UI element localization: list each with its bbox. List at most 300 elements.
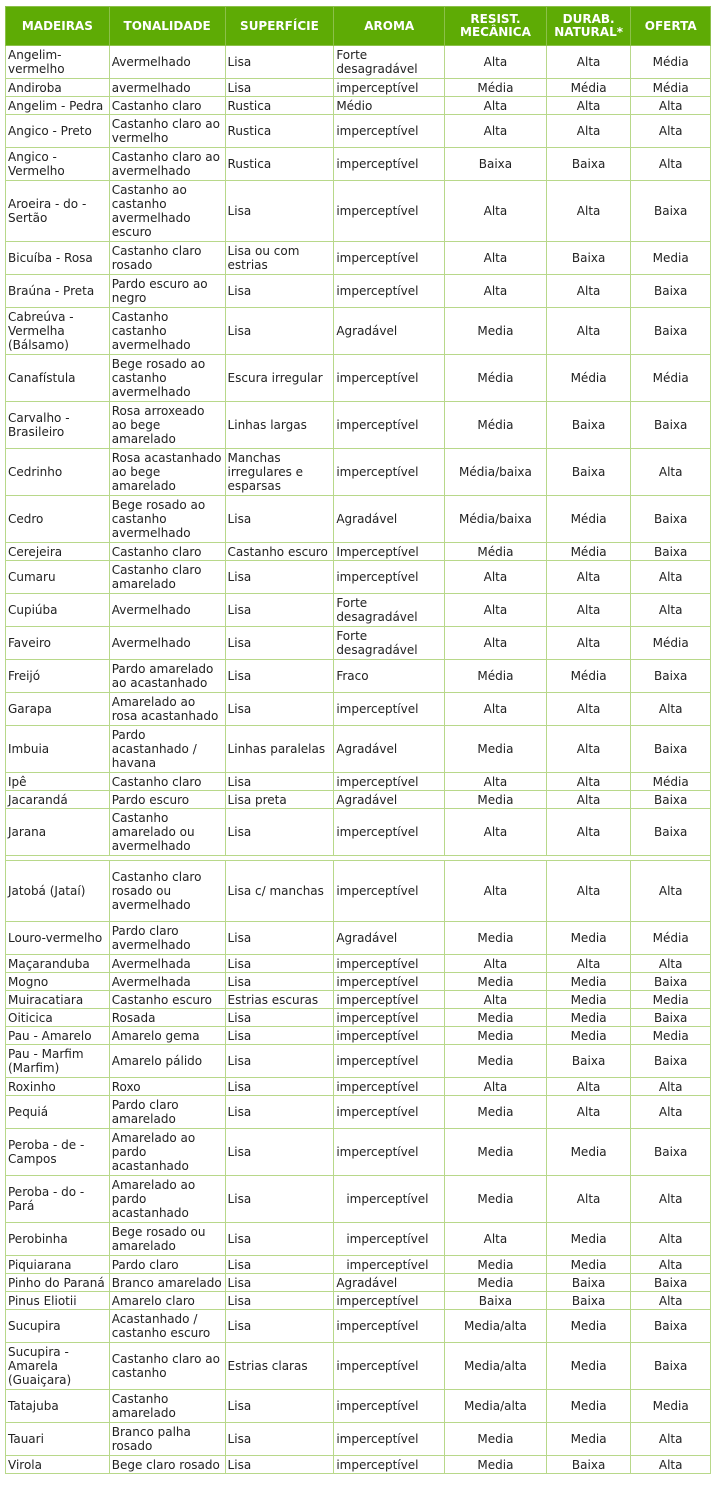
cell-durab: Baixa (546, 148, 631, 181)
cell-resist: Média (445, 543, 547, 561)
cell-tonalidade: Castanho amarelado (109, 1390, 225, 1423)
cell-oferta: Baixa (631, 275, 711, 308)
header-line: MECÂNICA (460, 25, 531, 39)
cell-tonalidade: Amarelo claro (109, 1292, 225, 1310)
cell-oferta: Média (631, 627, 711, 660)
header-superficie: SUPERFÍCIE (225, 7, 334, 46)
cell-oferta: Media (631, 1027, 711, 1045)
cell-oferta: Média (631, 46, 711, 79)
table-row (6, 1423, 711, 1456)
cell-durab: Alta (546, 1176, 631, 1223)
table-row (6, 1096, 711, 1129)
cell-superficie: Lisa (225, 1009, 334, 1027)
cell-aroma: imperceptível (334, 242, 445, 275)
cell-aroma: imperceptível (334, 1343, 445, 1390)
cell-oferta: Baixa (631, 308, 711, 355)
cell-resist: Media (445, 1176, 547, 1223)
table-row (6, 181, 711, 242)
cell-resist: Alta (445, 627, 547, 660)
cell-resist: Alta (445, 693, 547, 726)
cell-superficie: Lisa (225, 1129, 334, 1176)
cell-madeira: Louro-vermelho (6, 922, 110, 955)
table-row (6, 594, 711, 627)
cell-madeira: Pau - Amarelo (6, 1027, 110, 1045)
cell-tonalidade: Pardo escuro (109, 791, 225, 809)
cell-oferta: Alta (631, 594, 711, 627)
cell-oferta: Baixa (631, 1129, 711, 1176)
cell-resist: Media/alta (445, 1310, 547, 1343)
cell-tonalidade: Amarelado ao pardo acastanhado (109, 1176, 225, 1223)
cell-tonalidade: Pardo claro amarelado (109, 1096, 225, 1129)
cell-resist: Media (445, 1423, 547, 1456)
cell-aroma: imperceptível (334, 809, 445, 856)
cell-oferta: Alta (631, 1292, 711, 1310)
header-aroma: AROMA (334, 7, 445, 46)
cell-superficie: Lisa (225, 79, 334, 97)
cell-superficie: Lisa (225, 1045, 334, 1078)
wood-properties-table (5, 6, 711, 1474)
cell-oferta: Alta (631, 1096, 711, 1129)
cell-resist: Media (445, 1274, 547, 1292)
cell-resist: Media (445, 1045, 547, 1078)
table-row (6, 1009, 711, 1027)
table-row (6, 1176, 711, 1223)
cell-superficie: Lisa preta (225, 791, 334, 809)
cell-durab: Média (546, 355, 631, 402)
cell-oferta: Baixa (631, 181, 711, 242)
cell-superficie: Lisa (225, 1456, 334, 1474)
cell-resist: Média (445, 660, 547, 693)
cell-resist: Media (445, 1096, 547, 1129)
cell-oferta: Alta (631, 1456, 711, 1474)
cell-oferta: Média (631, 773, 711, 791)
cell-tonalidade: Bege rosado ao castanho avermelhado (109, 496, 225, 543)
cell-madeira: Jacarandá (6, 791, 110, 809)
cell-resist: Alta (445, 97, 547, 115)
table-row (6, 861, 711, 922)
cell-madeira: Braúna - Preta (6, 275, 110, 308)
cell-madeira: Cerejeira (6, 543, 110, 561)
cell-oferta: Alta (631, 693, 711, 726)
cell-durab: Media (546, 1310, 631, 1343)
cell-superficie: Estrias claras (225, 1343, 334, 1390)
cell-resist: Alta (445, 861, 547, 922)
cell-resist: Baixa (445, 148, 547, 181)
cell-durab: Alta (546, 809, 631, 856)
cell-tonalidade: Branco amarelado (109, 1274, 225, 1292)
cell-aroma: imperceptível (334, 402, 445, 449)
cell-aroma: imperceptível (334, 79, 445, 97)
table-row (6, 660, 711, 693)
cell-durab: Media (546, 1009, 631, 1027)
cell-tonalidade: Bege rosado ao castanho avermelhado (109, 355, 225, 402)
table-row (6, 543, 711, 561)
cell-oferta: Baixa (631, 1343, 711, 1390)
cell-durab: Media (546, 1129, 631, 1176)
cell-madeira: Angico - Preto (6, 115, 110, 148)
cell-durab: Alta (546, 693, 631, 726)
cell-oferta: Alta (631, 1223, 711, 1256)
cell-durab: Alta (546, 1096, 631, 1129)
cell-superficie: Rustica (225, 148, 334, 181)
cell-tonalidade: Branco palha rosado (109, 1423, 225, 1456)
header-oferta: OFERTA (631, 7, 711, 46)
cell-oferta: Alta (631, 861, 711, 922)
cell-superficie: Lisa (225, 973, 334, 991)
cell-durab: Alta (546, 627, 631, 660)
cell-oferta: Média (631, 922, 711, 955)
cell-oferta: Baixa (631, 1274, 711, 1292)
cell-superficie: Lisa (225, 627, 334, 660)
cell-resist: Media (445, 1027, 547, 1045)
cell-superficie: Lisa (225, 1423, 334, 1456)
cell-oferta: Alta (631, 955, 711, 973)
cell-tonalidade: Amarelado ao rosa acastanhado (109, 693, 225, 726)
cell-resist: Media (445, 791, 547, 809)
cell-resist: Alta (445, 275, 547, 308)
cell-aroma: imperceptível (334, 955, 445, 973)
table-body (6, 46, 711, 1474)
cell-superficie: Lisa (225, 1078, 334, 1096)
cell-tonalidade: Castanho claro ao avermelhado (109, 148, 225, 181)
cell-durab: Alta (546, 955, 631, 973)
cell-superficie: Lisa (225, 1274, 334, 1292)
cell-madeira: Peroba - de - Campos (6, 1129, 110, 1176)
cell-madeira: Andiroba (6, 79, 110, 97)
cell-durab: Alta (546, 97, 631, 115)
cell-aroma: imperceptível (334, 148, 445, 181)
cell-madeira: Jatobá (Jataí) (6, 861, 110, 922)
cell-tonalidade: Pardo escuro ao negro (109, 275, 225, 308)
cell-madeira: Piquiarana (6, 1256, 110, 1274)
cell-aroma: imperceptível (334, 1456, 445, 1474)
cell-madeira: Sucupira (6, 1310, 110, 1343)
cell-tonalidade: Acastanhado / castanho escuro (109, 1310, 225, 1343)
table-row (6, 148, 711, 181)
header-line: DURAB. (562, 12, 615, 26)
cell-durab: Média (546, 543, 631, 561)
cell-oferta: Alta (631, 561, 711, 594)
cell-durab: Alta (546, 46, 631, 79)
cell-resist: Media (445, 1129, 547, 1176)
cell-oferta: Media (631, 1390, 711, 1423)
cell-madeira: Roxinho (6, 1078, 110, 1096)
cell-resist: Alta (445, 561, 547, 594)
table-row (6, 726, 711, 773)
cell-superficie: Lisa (225, 308, 334, 355)
cell-aroma: imperceptível (334, 1009, 445, 1027)
cell-tonalidade: Castanho claro rosado (109, 242, 225, 275)
cell-superficie: Lisa (225, 809, 334, 856)
cell-resist: Alta (445, 1078, 547, 1096)
table-row (6, 922, 711, 955)
cell-oferta: Média (631, 79, 711, 97)
cell-superficie: Lisa (225, 594, 334, 627)
cell-tonalidade: Rosa arroxeado ao bege amarelado (109, 402, 225, 449)
cell-superficie: Lisa ou com estrias (225, 242, 334, 275)
cell-resist: Alta (445, 1223, 547, 1256)
cell-aroma: imperceptível (334, 115, 445, 148)
cell-madeira: Virola (6, 1456, 110, 1474)
cell-tonalidade: Castanho claro (109, 773, 225, 791)
cell-tonalidade: Avermelhada (109, 973, 225, 991)
cell-durab: Media (546, 1343, 631, 1390)
cell-madeira: Peroba - do - Pará (6, 1176, 110, 1223)
table-row (6, 79, 711, 97)
cell-aroma: imperceptível (334, 1027, 445, 1045)
cell-durab: Media (546, 1390, 631, 1423)
cell-durab: Media (546, 991, 631, 1009)
cell-aroma: Forte desagradável (334, 594, 445, 627)
cell-oferta: Baixa (631, 496, 711, 543)
cell-oferta: Media (631, 991, 711, 1009)
cell-oferta: Baixa (631, 973, 711, 991)
cell-tonalidade: Castanho claro amarelado (109, 561, 225, 594)
cell-aroma: imperceptível (334, 275, 445, 308)
table-row (6, 1027, 711, 1045)
table-row (6, 809, 711, 856)
cell-superficie: Lisa (225, 275, 334, 308)
cell-durab: Média (546, 660, 631, 693)
table-row (6, 955, 711, 973)
cell-aroma: imperceptível (334, 693, 445, 726)
cell-aroma: imperceptível (334, 1423, 445, 1456)
cell-tonalidade: Castanho ao castanho avermelhado escuro (109, 181, 225, 242)
cell-tonalidade: Rosa acastanhado ao bege amarelado (109, 449, 225, 496)
table-row (6, 496, 711, 543)
cell-madeira: Tatajuba (6, 1390, 110, 1423)
cell-tonalidade: Castanho amarelado ou avermelhado (109, 809, 225, 856)
cell-aroma: Forte desagradável (334, 46, 445, 79)
table-row (6, 1256, 711, 1274)
cell-durab: Alta (546, 773, 631, 791)
cell-tonalidade: Avermelhado (109, 594, 225, 627)
cell-aroma: imperceptível (334, 1045, 445, 1078)
cell-superficie: Lisa (225, 1256, 334, 1274)
cell-aroma: Fraco (334, 660, 445, 693)
cell-tonalidade: Avermelhada (109, 955, 225, 973)
cell-resist: Média (445, 79, 547, 97)
table-row (6, 1310, 711, 1343)
cell-superficie: Lisa (225, 773, 334, 791)
table-row (6, 308, 711, 355)
header-madeiras: MADEIRAS (6, 7, 110, 46)
cell-aroma: imperceptível (334, 1310, 445, 1343)
cell-superficie: Lisa (225, 1223, 334, 1256)
cell-oferta: Alta (631, 97, 711, 115)
cell-superficie: Linhas paralelas (225, 726, 334, 773)
cell-madeira: Aroeira - do - Sertão (6, 181, 110, 242)
table-row (6, 402, 711, 449)
cell-superficie: Lisa (225, 1096, 334, 1129)
cell-tonalidade: Rosada (109, 1009, 225, 1027)
header-tonalidade: TONALIDADE (109, 7, 225, 46)
cell-tonalidade: Castanho castanho avermelhado (109, 308, 225, 355)
cell-durab: Baixa (546, 1274, 631, 1292)
table-row (6, 275, 711, 308)
cell-aroma: imperceptível (334, 561, 445, 594)
cell-oferta: Alta (631, 1423, 711, 1456)
cell-superficie: Lisa (225, 496, 334, 543)
cell-durab: Baixa (546, 449, 631, 496)
cell-tonalidade: Castanho claro (109, 543, 225, 561)
cell-oferta: Media (631, 242, 711, 275)
cell-aroma: Forte desagradável (334, 627, 445, 660)
cell-resist: Media (445, 1256, 547, 1274)
cell-aroma: imperceptível (334, 1176, 445, 1223)
cell-superficie: Rustica (225, 97, 334, 115)
table-row (6, 1045, 711, 1078)
cell-oferta: Alta (631, 148, 711, 181)
cell-resist: Média/baixa (445, 496, 547, 543)
cell-oferta: Baixa (631, 791, 711, 809)
cell-aroma: Agradável (334, 1274, 445, 1292)
cell-superficie: Lisa (225, 1390, 334, 1423)
cell-tonalidade: Bege claro rosado (109, 1456, 225, 1474)
cell-superficie: Lisa (225, 660, 334, 693)
cell-madeira: Faveiro (6, 627, 110, 660)
cell-madeira: Angelim - Pedra (6, 97, 110, 115)
cell-tonalidade: Avermelhado (109, 627, 225, 660)
header-row (6, 7, 711, 46)
cell-aroma: imperceptível (334, 1223, 445, 1256)
cell-madeira: Mogno (6, 973, 110, 991)
cell-resist: Média/baixa (445, 449, 547, 496)
cell-durab: Média (546, 79, 631, 97)
cell-madeira: Pequiá (6, 1096, 110, 1129)
cell-madeira: Cedro (6, 496, 110, 543)
cell-durab: Media (546, 1256, 631, 1274)
cell-madeira: Muiracatiara (6, 991, 110, 1009)
cell-aroma: imperceptível (334, 991, 445, 1009)
table-row (6, 1343, 711, 1390)
cell-resist: Baixa (445, 1292, 547, 1310)
cell-durab: Alta (546, 791, 631, 809)
cell-durab: Baixa (546, 1045, 631, 1078)
cell-durab: Alta (546, 181, 631, 242)
cell-madeira: Sucupira - Amarela (Guaiçara) (6, 1343, 110, 1390)
cell-tonalidade: Bege rosado ou amarelado (109, 1223, 225, 1256)
cell-aroma: imperceptível (334, 1129, 445, 1176)
wood-table-container (5, 6, 711, 1474)
cell-aroma: Agradável (334, 308, 445, 355)
cell-resist: Média (445, 402, 547, 449)
header-resist-mecanica (445, 7, 547, 46)
cell-madeira: Tauari (6, 1423, 110, 1456)
cell-madeira: Pau - Marfim (Marfim) (6, 1045, 110, 1078)
cell-tonalidade: Castanho claro ao vermelho (109, 115, 225, 148)
cell-resist: Alta (445, 115, 547, 148)
cell-tonalidade: Amarelo pálido (109, 1045, 225, 1078)
cell-madeira: Pinho do Paraná (6, 1274, 110, 1292)
cell-resist: Media/alta (445, 1390, 547, 1423)
cell-madeira: Carvalho - Brasileiro (6, 402, 110, 449)
table-row (6, 973, 711, 991)
cell-resist: Media (445, 922, 547, 955)
table-row (6, 773, 711, 791)
cell-tonalidade: Pardo acastanhado / havana (109, 726, 225, 773)
table-row (6, 115, 711, 148)
table-row (6, 46, 711, 79)
cell-durab: Media (546, 1223, 631, 1256)
cell-resist: Alta (445, 242, 547, 275)
cell-resist: Media (445, 1009, 547, 1027)
cell-aroma: imperceptível (334, 1292, 445, 1310)
cell-aroma: imperceptível (334, 1256, 445, 1274)
cell-superficie: Lisa (225, 1310, 334, 1343)
cell-aroma: Agradável (334, 496, 445, 543)
cell-durab: Alta (546, 115, 631, 148)
cell-tonalidade: Castanho claro rosado ou avermelhado (109, 861, 225, 922)
cell-resist: Alta (445, 809, 547, 856)
cell-aroma: Agradável (334, 726, 445, 773)
table-row (6, 1078, 711, 1096)
table-row (6, 1274, 711, 1292)
table-row (6, 791, 711, 809)
cell-resist: Media (445, 726, 547, 773)
cell-oferta: Baixa (631, 402, 711, 449)
table-row (6, 991, 711, 1009)
table-row (6, 1292, 711, 1310)
cell-superficie: Estrias escuras (225, 991, 334, 1009)
cell-madeira: Bicuíba - Rosa (6, 242, 110, 275)
cell-tonalidade: Avermelhado (109, 46, 225, 79)
cell-oferta: Média (631, 355, 711, 402)
cell-superficie: Linhas largas (225, 402, 334, 449)
cell-aroma: imperceptível (334, 1096, 445, 1129)
table-row (6, 97, 711, 115)
cell-superficie: Escura irregular (225, 355, 334, 402)
cell-oferta: Baixa (631, 1009, 711, 1027)
cell-durab: Alta (546, 726, 631, 773)
cell-oferta: Baixa (631, 809, 711, 856)
table-row (6, 1129, 711, 1176)
cell-durab: Alta (546, 861, 631, 922)
cell-madeira: Cedrinho (6, 449, 110, 496)
cell-durab: Media (546, 1027, 631, 1045)
cell-durab: Alta (546, 1078, 631, 1096)
cell-durab: Alta (546, 594, 631, 627)
cell-superficie: Rustica (225, 115, 334, 148)
cell-madeira: Imbuia (6, 726, 110, 773)
cell-durab: Alta (546, 275, 631, 308)
cell-superficie: Lisa (225, 1027, 334, 1045)
cell-oferta: Baixa (631, 726, 711, 773)
cell-madeira: Angelim-vermelho (6, 46, 110, 79)
cell-oferta: Alta (631, 449, 711, 496)
cell-oferta: Alta (631, 1176, 711, 1223)
table-row (6, 355, 711, 402)
cell-resist: Alta (445, 773, 547, 791)
cell-aroma: imperceptível (334, 181, 445, 242)
header-line: NATURAL* (554, 25, 623, 39)
cell-resist: Alta (445, 991, 547, 1009)
table-row (6, 242, 711, 275)
cell-superficie: Lisa (225, 922, 334, 955)
cell-superficie: Lisa (225, 561, 334, 594)
cell-tonalidade: Pardo claro avermelhado (109, 922, 225, 955)
cell-madeira: Garapa (6, 693, 110, 726)
cell-superficie: Lisa (225, 181, 334, 242)
cell-durab: Media (546, 922, 631, 955)
cell-superficie: Manchas irregulares e esparsas (225, 449, 334, 496)
cell-madeira: Jarana (6, 809, 110, 856)
cell-tonalidade: Roxo (109, 1078, 225, 1096)
cell-superficie: Lisa (225, 46, 334, 79)
cell-superficie: Castanho escuro (225, 543, 334, 561)
cell-durab: Baixa (546, 402, 631, 449)
cell-tonalidade: Amarelado ao pardo acastanhado (109, 1129, 225, 1176)
